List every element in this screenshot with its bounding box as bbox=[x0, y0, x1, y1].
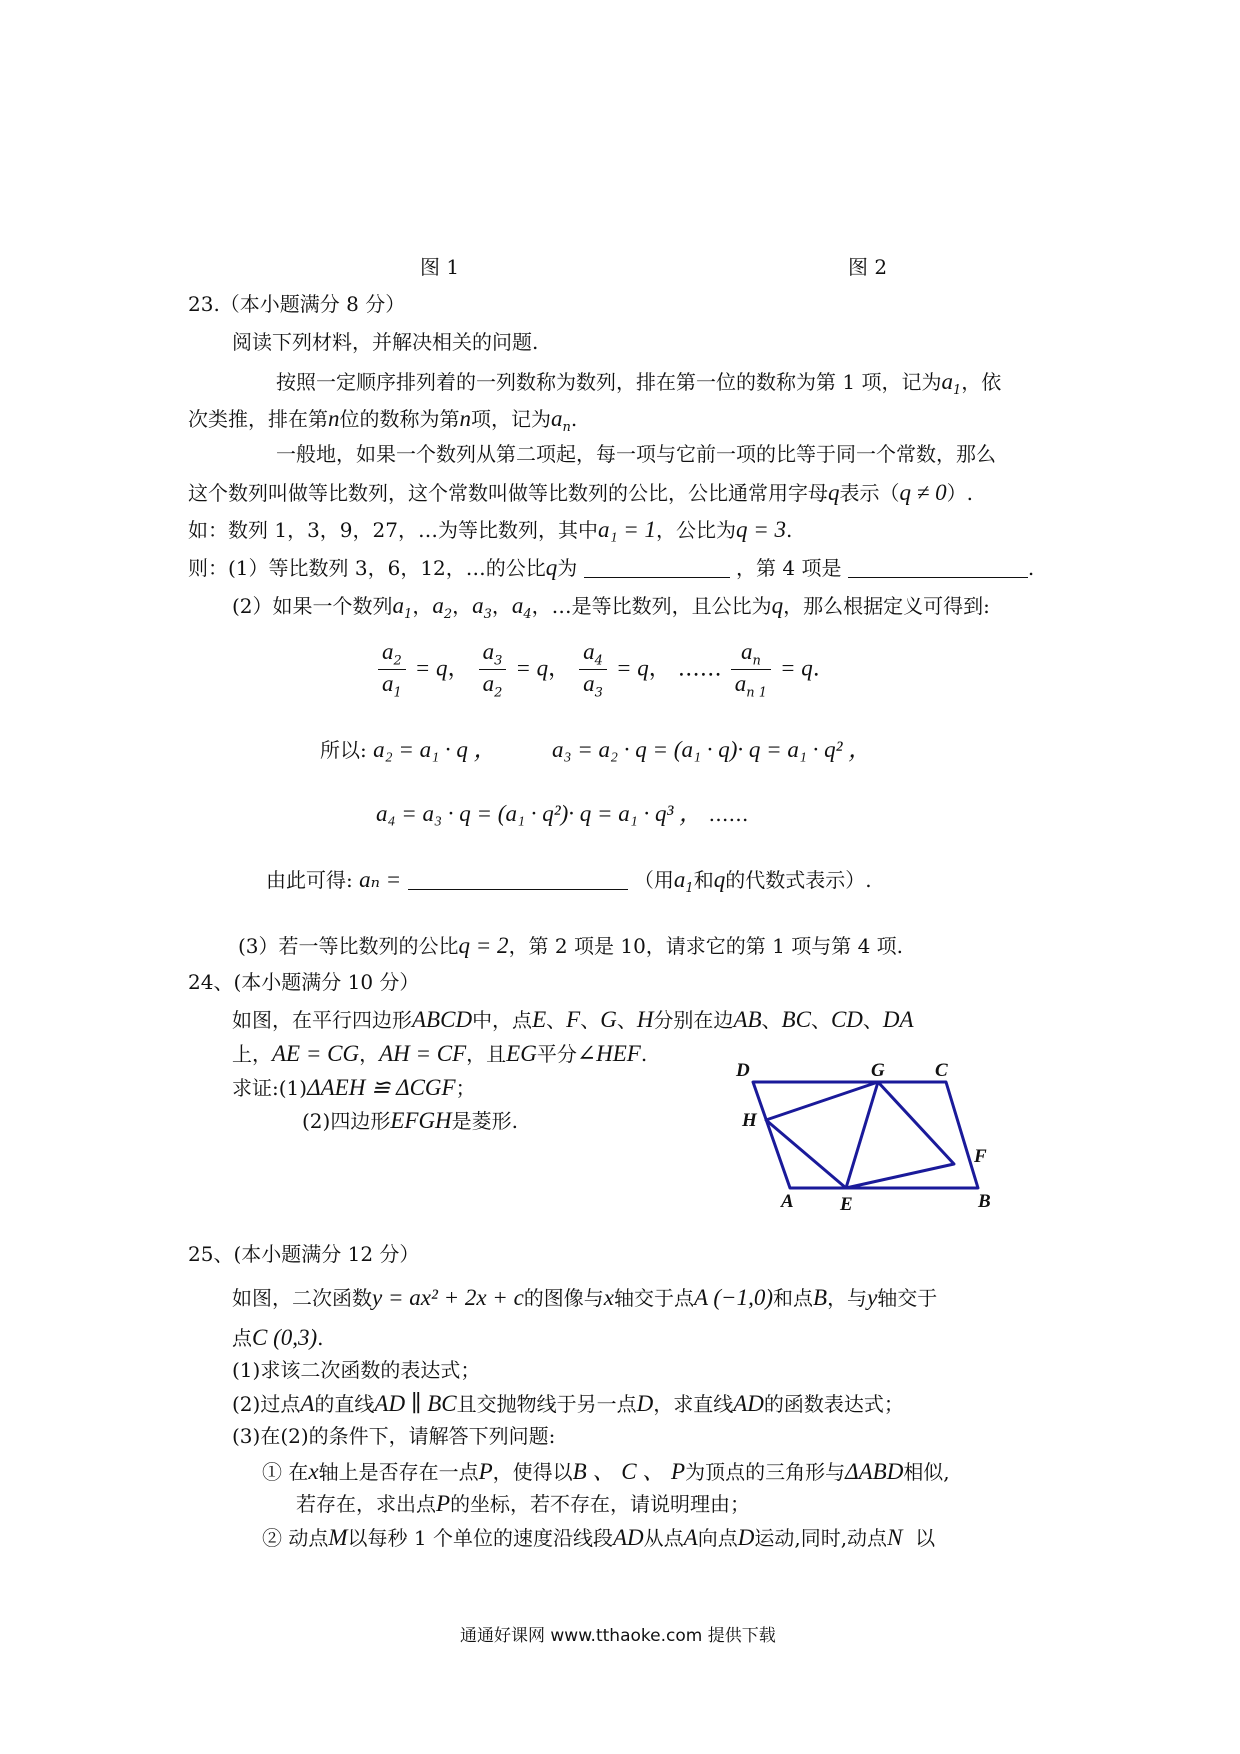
label-h: H bbox=[742, 1110, 757, 1131]
figure-1-label: 图 1 bbox=[420, 255, 460, 279]
fraction-a3-a2: $\frac{a_3}{a_2}$ bbox=[479, 638, 507, 701]
q25-sub1: (1)求该二次函数的表达式； bbox=[232, 1358, 481, 1382]
label-e: E bbox=[840, 1194, 853, 1212]
q23-intro: 阅读下列材料，并解决相关的问题. bbox=[232, 330, 539, 354]
q23-p2-line1: 一般地，如果一个数列从第二项起，每一项与它前一项的比等于同一个常数，那么 bbox=[276, 442, 996, 466]
q23-header: 23.（本小题满分 8 分） bbox=[188, 292, 406, 316]
q25-case2: ② 动点M以每秒 1 个单位的速度沿线段AD从点A向点D运动,同时,动点N 以 bbox=[262, 1525, 936, 1550]
q23-p1-line1: 按照一定顺序排列着的一列数称为数列，排在第一位的数称为第 1 项，记为$a_1$，依 bbox=[276, 369, 1002, 398]
q23-fraction-row: $\frac{a_2}{a_1}$ = q， $\frac{a_3}{a_2}$ = q， $\frac{a_4}{a_3}$ = q， …… $\frac{a_n}{a_{n 1}}$ = q. bbox=[376, 638, 820, 701]
q23-derive: 由此可得: aₙ = （用$a_1$和q的代数式表示）. bbox=[266, 867, 872, 896]
label-d: D bbox=[736, 1060, 750, 1081]
label-f: F bbox=[974, 1146, 987, 1167]
q25-line2: 点C (0,3). bbox=[232, 1325, 324, 1350]
fraction-a2-a1: $\frac{a_2}{a_1}$ bbox=[378, 638, 406, 701]
fraction-a4-a3: $\frac{a_4}{a_3}$ bbox=[579, 638, 607, 701]
q24-header: 24、(本小题满分 10 分） bbox=[188, 970, 420, 994]
answer-blank-fourth-term[interactable] bbox=[848, 557, 1028, 578]
q23-p2-line2: 这个数列叫做等比数列，这个常数叫做等比数列的公比，公比通常用字母q表示（q ≠ 0）. bbox=[188, 480, 973, 505]
answer-blank-ratio[interactable] bbox=[584, 557, 730, 578]
q23-p1-line2: 次类推，排在第n位的数称为第n项，记为$a_n$. bbox=[188, 406, 578, 435]
q23-a4-derivation: a₄ = a₃ · q = (a₁ · q²)· q = a₁ · q³ ， …… bbox=[376, 801, 749, 826]
q25-case1-line1: ① 在x轴上是否存在一点P，使得以B 、 C 、 P为顶点的三角形与ΔABD相似, bbox=[262, 1459, 950, 1484]
q25-case1-line2: 若存在，求出点P的坐标，若不存在，请说明理由； bbox=[296, 1491, 751, 1516]
label-c: C bbox=[935, 1060, 948, 1081]
label-b: B bbox=[978, 1191, 991, 1212]
fraction-an-an1: $\frac{a_n}{a_{n 1}}$ bbox=[731, 638, 771, 701]
parallelogram-abcd bbox=[753, 1082, 978, 1188]
q23-part1: 则：(1）等比数列 3，6，12，…的公比q为 ，第 4 项是 . bbox=[188, 555, 1035, 580]
q24-prove1: 求证:(1)ΔAEH ≌ ΔCGF； bbox=[232, 1075, 476, 1100]
segment-eg bbox=[846, 1082, 878, 1188]
rhombus-efgh bbox=[766, 1082, 954, 1188]
figure-2-label: 图 2 bbox=[848, 255, 888, 279]
page-footer: 通通好课网 www.tthaoke.com 提供下载 bbox=[460, 1626, 776, 1646]
q23-example: 如：数列 1，3，9，27，…为等比数列，其中a₁ = 1，公比为q = 3. bbox=[188, 517, 793, 542]
label-a: A bbox=[781, 1191, 794, 1212]
answer-blank-general-term[interactable] bbox=[408, 869, 628, 890]
q25-sub2: (2)过点A的直线AD ∥ BC且交抛物线于另一点D，求直线AD的函数表达式； bbox=[232, 1391, 904, 1416]
label-g: G bbox=[871, 1060, 885, 1081]
q24-line1: 如图，在平行四边形ABCD中，点E、F、G、H分别在边AB、BC、CD、DA bbox=[232, 1007, 914, 1032]
q25-header: 25、(本小题满分 12 分） bbox=[188, 1242, 420, 1266]
q23-a3-derivation: a₃ = a₂ · q = (a₁ · q)· q = a₁ · q² ， bbox=[552, 737, 872, 762]
q25-line1: 如图，二次函数y = ax² + 2x + c的图像与x轴交于点A (−1,0)和点B，与y轴交于 bbox=[232, 1285, 938, 1310]
q24-line2: 上，AE = CG，AH = CF，且EG平分∠HEF. bbox=[232, 1041, 648, 1066]
q23-part2: (2）如果一个数列$a_1$，$a_2$，$a_3$，$a_4$，…是等比数列，且公比为q，那么根据定义可得到: bbox=[232, 593, 990, 622]
q23-so-line: 所以: a₂ = a₁ · q ， bbox=[320, 737, 497, 762]
q25-sub3: (3)在(2)的条件下，请解答下列问题: bbox=[232, 1424, 556, 1448]
parallelogram-figure bbox=[728, 1052, 998, 1212]
q23-part3: (3）若一等比数列的公比q = 2，第 2 项是 10，请求它的第 1 项与第 4 项. bbox=[238, 933, 904, 958]
q24-prove2: (2)四边形EFGH是菱形. bbox=[302, 1108, 519, 1133]
